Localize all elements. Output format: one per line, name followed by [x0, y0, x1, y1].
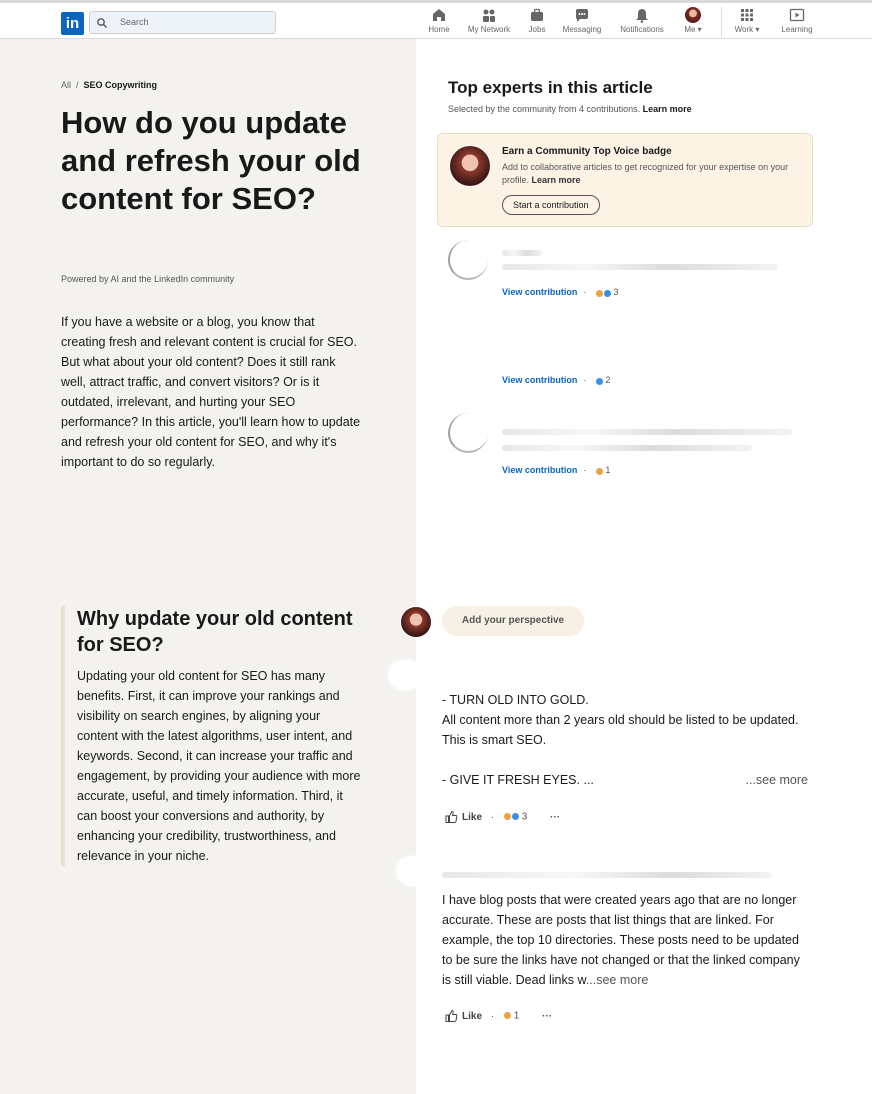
nav-work[interactable] — [732, 7, 762, 39]
grid-icon — [739, 7, 755, 23]
badge-learn-more-link[interactable]: Learn more — [531, 175, 581, 185]
contributor-avatar — [396, 856, 432, 886]
reactions-icon — [595, 466, 603, 476]
top-nav-bar — [0, 0, 872, 39]
contribution-item — [448, 413, 808, 477]
reaction-count: 3 — [613, 287, 619, 297]
reaction-count: 1 — [605, 465, 611, 475]
blurred-headline — [502, 445, 752, 451]
nav-label: Messaging — [562, 25, 602, 34]
breadcrumb — [61, 80, 157, 90]
more-options-button[interactable]: ··· — [550, 811, 561, 823]
nav-label: My Network — [467, 25, 511, 34]
reactions-icon — [595, 288, 611, 298]
network-icon — [481, 7, 497, 23]
like-label: Like — [462, 811, 483, 823]
blurred-author — [442, 872, 772, 878]
like-button[interactable] — [444, 1011, 485, 1022]
nav-home[interactable] — [428, 7, 450, 39]
perspective-post — [442, 890, 808, 990]
nav-label: Notifications — [620, 25, 664, 34]
chevron-down-icon: ▾ — [697, 25, 702, 34]
nav-label: Learning — [781, 25, 813, 34]
avatar — [400, 606, 432, 638]
reaction-count: 3 — [521, 811, 528, 823]
chat-icon — [574, 7, 590, 23]
avatar — [685, 7, 701, 23]
post-actions: Like · 1 ··· — [444, 1009, 552, 1023]
linkedin-logo-icon[interactable]: in — [61, 12, 84, 35]
briefcase-icon — [529, 7, 545, 23]
experts-subtitle-text: Selected by the community from 4 contributions. — [448, 104, 641, 114]
page-title: How do you update and refresh your old content for SEO? — [61, 105, 361, 216]
post-line — [442, 750, 808, 770]
contribution-meta: View contribution · 2 — [502, 375, 611, 385]
thumbs-up-icon — [444, 810, 458, 824]
blurred-name — [502, 429, 792, 435]
experts-title: Top experts in this article — [448, 78, 653, 97]
nav-label: Jobs — [528, 25, 546, 34]
play-icon — [789, 7, 805, 23]
contributor-avatar — [388, 660, 424, 690]
home-icon — [431, 7, 447, 23]
nav-label: Work — [734, 25, 754, 34]
contribution-item — [448, 328, 808, 388]
breadcrumb-separator: / — [76, 80, 79, 90]
bell-icon — [634, 7, 650, 23]
see-more-link[interactable]: ...see more — [745, 773, 808, 787]
reactions-icon — [503, 812, 519, 823]
like-label: Like — [462, 1010, 483, 1022]
article-intro: If you have a website or a blog, you know that creating fresh and relevant content is crucial for SEO. But what about your old content? Does it still rank well, attract traffic, and convert visitors? Or is it outdated, irrelevant, and hurting your SEO performance? In this article, you'll learn how to update and refresh your old content for SEO, and why it's important to do so regularly. — [61, 315, 361, 469]
blurred-headline — [502, 264, 778, 270]
more-options-button[interactable]: ··· — [542, 1010, 553, 1022]
view-contribution-link[interactable]: View contribution — [502, 465, 578, 475]
article-section — [61, 606, 361, 866]
perspective-post — [442, 690, 808, 790]
learn-more-link[interactable]: Learn more — [642, 104, 692, 114]
powered-by-text: Powered by AI and the LinkedIn community — [61, 274, 235, 284]
nav-my-network[interactable] — [466, 7, 512, 39]
add-perspective-button[interactable]: Add your perspective — [442, 606, 584, 636]
nav-notifications[interactable] — [617, 7, 667, 39]
avatar — [449, 145, 491, 187]
like-button[interactable] — [444, 812, 485, 823]
reaction-count: 2 — [605, 375, 611, 385]
nav-messaging[interactable] — [561, 7, 603, 39]
nav-label: Home — [428, 25, 450, 34]
reaction-count: 1 — [513, 1010, 520, 1022]
view-contribution-link[interactable]: View contribution — [502, 287, 578, 297]
breadcrumb-all-link[interactable]: All — [61, 80, 72, 90]
nav-divider — [721, 7, 722, 37]
view-contribution-link[interactable]: View contribution — [502, 375, 578, 385]
nav-jobs[interactable] — [527, 7, 547, 39]
see-more-link[interactable]: ...see more — [585, 973, 649, 987]
contribution-item — [448, 240, 808, 300]
chevron-down-icon: ▾ — [755, 25, 760, 34]
nav-label: Me — [684, 25, 696, 34]
post-text: I have blog posts that were created years ago that are no longer accurate. These are posts that list things that are linked. For example, the top 10 directories. These posts need to be updated to be sure the links have not changed or that the linked company is still viable. Dead links w — [442, 893, 800, 987]
reactions-icon — [503, 1011, 511, 1022]
badge-description-text: Add to collaborative articles to get recognized for your expertise on your profile. — [502, 162, 789, 185]
post-line: - GIVE IT FRESH EYES. ... — [442, 773, 594, 787]
section-body: Updating your old content for SEO has many benefits. First, it can improve your rankings and visibility on search engines, by aligning your content with the latest algorithms, user intent, and keywords. Second, it can increase your traffic and engagement, by providing your audience with more accurate, useful, and timely information. Third, it can boost your conversions and authority, by enhancing your credibility, trustworthiness, and relevance in your niche. — [77, 669, 361, 863]
badge-description — [502, 161, 802, 187]
start-contribution-button[interactable]: Start a contribution — [502, 195, 600, 215]
post-actions: Like · 3 ··· — [444, 810, 560, 824]
search-placeholder: Search — [120, 17, 149, 27]
thumbs-up-icon — [444, 1009, 458, 1023]
nav-me[interactable] — [681, 7, 705, 39]
contribution-meta: View contribution · 1 — [502, 465, 611, 475]
contributor-avatar[interactable] — [448, 413, 488, 453]
post-line: All content more than 2 years old should be listed to be updated. This is smart SEO. — [442, 713, 799, 747]
badge-title: Earn a Community Top Voice badge — [502, 146, 672, 157]
section-title: Why update your old content for SEO? — [77, 608, 353, 656]
breadcrumb-current[interactable]: SEO Copywriting — [83, 80, 158, 90]
contributor-avatar[interactable] — [448, 240, 488, 280]
blurred-name — [502, 250, 542, 256]
top-voice-badge-card — [437, 133, 813, 227]
post-line: - TURN OLD INTO GOLD. — [442, 693, 589, 707]
nav-learning[interactable] — [779, 7, 815, 39]
experts-subtitle — [448, 104, 692, 114]
reactions-icon — [595, 376, 603, 386]
search-input[interactable] — [89, 11, 276, 34]
search-icon — [96, 17, 108, 29]
contribution-meta: View contribution · 3 — [502, 287, 619, 297]
